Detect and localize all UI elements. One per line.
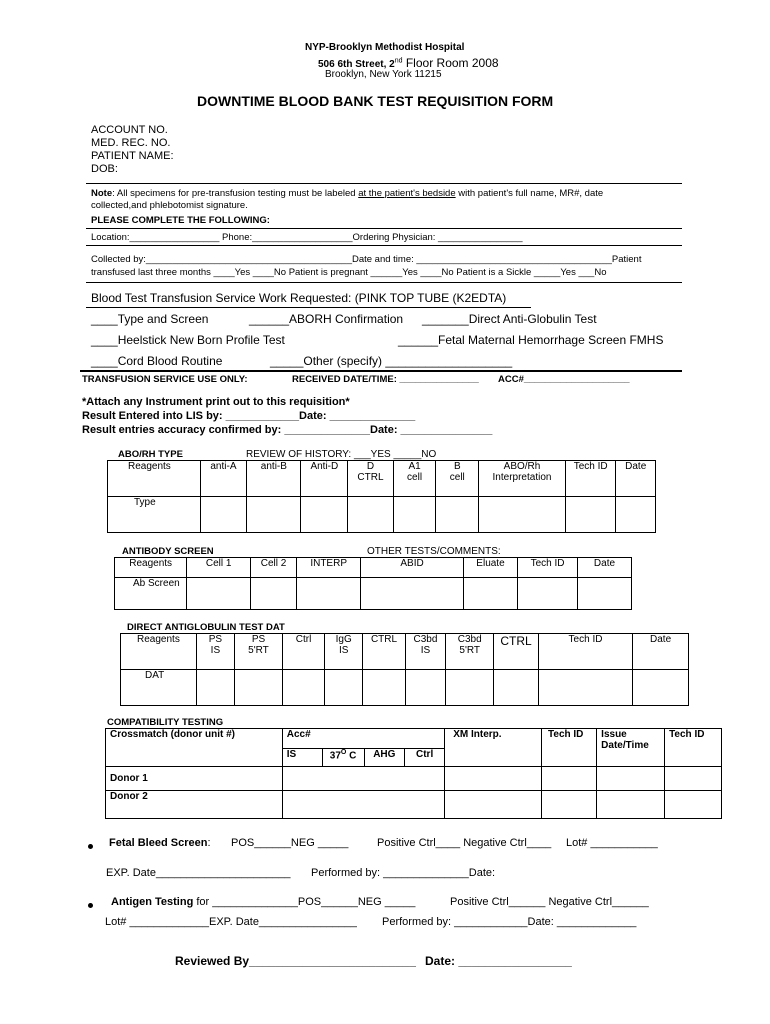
ab-header: Date [577,558,631,578]
note-line-2: collected,and phlebotomist signature. [91,200,248,211]
compat-cell[interactable] [542,767,597,791]
ab-header: Tech ID [518,558,578,578]
compat-cell[interactable] [282,767,444,791]
divider [86,228,682,229]
complete-heading: PLEASE COMPLETE THE FOLLOWING: [91,215,270,226]
compat-title: COMPATIBILITY TESTING [107,717,224,728]
ahg-header: AHG [364,749,404,767]
antibody-table [114,557,632,610]
abo-cell[interactable] [565,497,616,533]
divider [80,370,682,372]
antigen-pos-neg[interactable]: for ______________POS______NEG _____ [193,896,416,908]
abo-header: Reagents [108,461,201,497]
fetal-pos-neg[interactable]: POS______NEG _____ [231,837,349,849]
antigen-performed[interactable]: Performed by: ____________Date: _____________ [382,916,637,928]
dat-header: PS IS [196,634,234,670]
dob-label: DOB: [91,163,118,175]
type-screen-option[interactable]: ____Type and Screen [91,312,209,326]
fetal-ctrls[interactable]: Positive Ctrl____ Negative Ctrl____ [377,837,552,849]
aborh-option[interactable]: ______ABORH Confirmation [249,312,404,326]
work-heading: Blood Test Transfusion Service Work Requested: (PINK TOP TUBE (K2EDTA) [91,291,507,305]
dat-option[interactable]: _______Direct Anti-Globulin Test [422,312,597,326]
heelstick-option[interactable]: ____Heelstick New Born Profile Test [91,333,285,347]
note-text-1: : All specimens for pre-transfusion testing must be labeled [112,188,359,199]
hospital-address [318,56,499,70]
review-history[interactable]: REVIEW OF HISTORY: ___YES _____NO [246,449,437,460]
acc-header: Acc# [282,729,444,749]
hospital-city: Brooklyn, New York 11215 [325,69,442,80]
crossmatch-header: Crossmatch (donor unit #) [106,729,283,767]
ab-header: INTERP [297,558,361,578]
bullet-icon [88,903,93,908]
ab-header: Cell 1 [187,558,251,578]
ab-cell[interactable] [463,578,517,610]
other-tests-label: OTHER TESTS/COMMENTS: [367,546,501,557]
xm-header: XM Interp. [445,729,542,767]
ctrl-header: Ctrl [405,749,445,767]
ab-header: Cell 2 [250,558,296,578]
abo-header: A1 cell [393,461,436,497]
antigen-label: Antigen Testing [111,896,194,908]
fmhs-option[interactable]: ______Fetal Maternal Hemorrhage Screen FMHS [398,333,664,347]
street: 506 6th Street, 2 [318,59,395,70]
dat-header: Date [633,634,689,670]
fetal-colon: : [207,837,211,849]
abo-header: Date [616,461,656,497]
abo-header: D CTRL [348,461,393,497]
attach-line: *Attach any Instrument print out to this requisition* [82,396,350,408]
transfused-line[interactable]: transfused last three months ____Yes ____No Patient is pregnant ______Yes ____No Patient is a Sickle _____Yes ___No [91,267,607,278]
abo-cell[interactable] [616,497,656,533]
accuracy-line[interactable]: Result entries accuracy confirmed by: ______________Date: _______________ [82,424,493,436]
compat-cell[interactable] [445,791,542,819]
compat-cell[interactable] [542,791,597,819]
temp-value: 37 [329,750,341,762]
dat-cell[interactable] [363,670,405,706]
donor2-label: Donor 2 [106,791,283,819]
ab-header: Eluate [463,558,517,578]
fetal-line [109,837,211,849]
ab-cell[interactable] [518,578,578,610]
received-datetime[interactable]: RECEIVED DATE/TIME: _______________ [292,374,479,385]
compat-cell[interactable] [665,791,722,819]
abo-row-label: Type [108,497,201,533]
reviewed-date[interactable]: Date: _________________ [425,954,572,968]
collected-line[interactable]: Collected by:_______________________________________Date and time: _____________________________________Patient [91,254,642,265]
dat-header: C3bd 5'RT [446,634,494,670]
location-line[interactable]: Location:_________________ Phone:___________________Ordering Physician: ________________ [91,232,523,243]
antigen-lot[interactable]: Lot# _____________EXP. Date________________ [105,916,357,928]
dat-header: Ctrl [283,634,325,670]
ab-cell[interactable] [250,578,296,610]
street-sup: nd [394,57,403,65]
dat-cell[interactable] [405,670,445,706]
abo-header: Tech ID [565,461,616,497]
compat-cell[interactable] [282,791,444,819]
fetal-label: Fetal Bleed Screen [109,837,208,849]
dat-header: Reagents [121,634,197,670]
dat-header: Tech ID [538,634,632,670]
hospital-name: NYP-Brooklyn Methodist Hospital [305,42,465,53]
ab-cell[interactable] [361,578,464,610]
compat-cell[interactable] [665,767,722,791]
compat-cell[interactable] [445,767,542,791]
abo-header: ABO/Rh Interpretation [479,461,566,497]
abo-header: anti-A [200,461,247,497]
note-text-2: with patient's full name, MR#, date [455,188,604,199]
abo-table [107,460,656,533]
ab-cell[interactable] [297,578,361,610]
fetal-performed[interactable]: Performed by: ______________Date: [311,867,496,879]
techid2-header: Tech ID [665,729,722,767]
abo-cell[interactable] [247,497,301,533]
dat-cell[interactable] [325,670,363,706]
ab-row-label: Ab Screen [115,578,187,610]
other-option[interactable]: _____Other (specify) ___________________ [270,354,513,368]
temp-unit: C [346,750,357,762]
compat-table [105,728,722,819]
dat-header: C3bd IS [405,634,445,670]
account-no-label: ACCOUNT NO. [91,124,168,136]
compat-cell[interactable] [597,791,665,819]
abo-header: B cell [436,461,479,497]
dat-header: PS 5'RT [234,634,282,670]
patient-name-label: PATIENT NAME: [91,150,174,162]
note-label: Note [91,188,113,199]
divider [86,282,682,283]
antibody-title: ANTIBODY SCREEN [122,546,214,557]
dat-cell[interactable] [196,670,234,706]
dat-table [120,633,689,706]
bullet-icon [88,844,93,849]
dat-title: DIRECT ANTIGLOBULIN TEST DAT [127,622,285,633]
form-title: DOWNTIME BLOOD BANK TEST REQUISITION FORM [197,93,554,109]
reviewed-by[interactable]: Reviewed By_________________________ [175,954,416,968]
temp-sup: O [340,749,347,756]
dat-cell[interactable] [633,670,689,706]
abo-cell[interactable] [348,497,393,533]
abo-header: Anti-D [301,461,348,497]
dat-row-label: DAT [121,670,197,706]
divider [86,307,531,308]
lis-entered-line[interactable]: Result Entered into LIS by: ____________Date: ______________ [82,410,416,422]
dat-cell[interactable] [538,670,632,706]
abo-header: anti-B [247,461,301,497]
techid-header: Tech ID [542,729,597,767]
abo-cell[interactable] [479,497,566,533]
abo-cell[interactable] [436,497,479,533]
dat-cell[interactable] [283,670,325,706]
note-underlined: at the patient's bedside [358,188,456,199]
dat-cell[interactable] [494,670,539,706]
note-line-1 [91,188,603,199]
dat-header: CTRL [363,634,405,670]
abo-cell[interactable] [200,497,247,533]
med-rec-label: MED. REC. NO. [91,137,171,149]
fetal-exp[interactable]: EXP. Date______________________ [106,867,291,879]
compat-cell[interactable] [597,767,665,791]
abo-cell[interactable] [301,497,348,533]
ab-header: Reagents [115,558,187,578]
ts-use-label: TRANSFUSION SERVICE USE ONLY: [82,374,248,385]
divider [86,245,682,246]
dat-cell[interactable] [446,670,494,706]
ab-cell[interactable] [187,578,251,610]
ab-header: ABID [361,558,464,578]
donor1-label: Donor 1 [106,767,283,791]
is-header: IS [282,749,322,767]
dat-header: IgG IS [325,634,363,670]
antigen-line[interactable] [111,896,415,908]
temp-header [322,749,364,767]
issue-header: Issue Date/Time [597,729,665,767]
floor-room: Floor Room 2008 [402,56,499,70]
ab-cell[interactable] [577,578,631,610]
dat-cell[interactable] [234,670,282,706]
abo-title: ABO/RH TYPE [118,449,183,460]
divider [86,183,682,184]
antigen-ctrls[interactable]: Positive Ctrl______ Negative Ctrl______ [450,896,649,908]
abo-cell[interactable] [393,497,436,533]
dat-header: CTRL [494,634,539,670]
acc-field[interactable]: ACC#____________________ [498,374,630,385]
cord-blood-option[interactable]: ____Cord Blood Routine [91,354,223,368]
fetal-lot[interactable]: Lot# ___________ [566,837,658,849]
